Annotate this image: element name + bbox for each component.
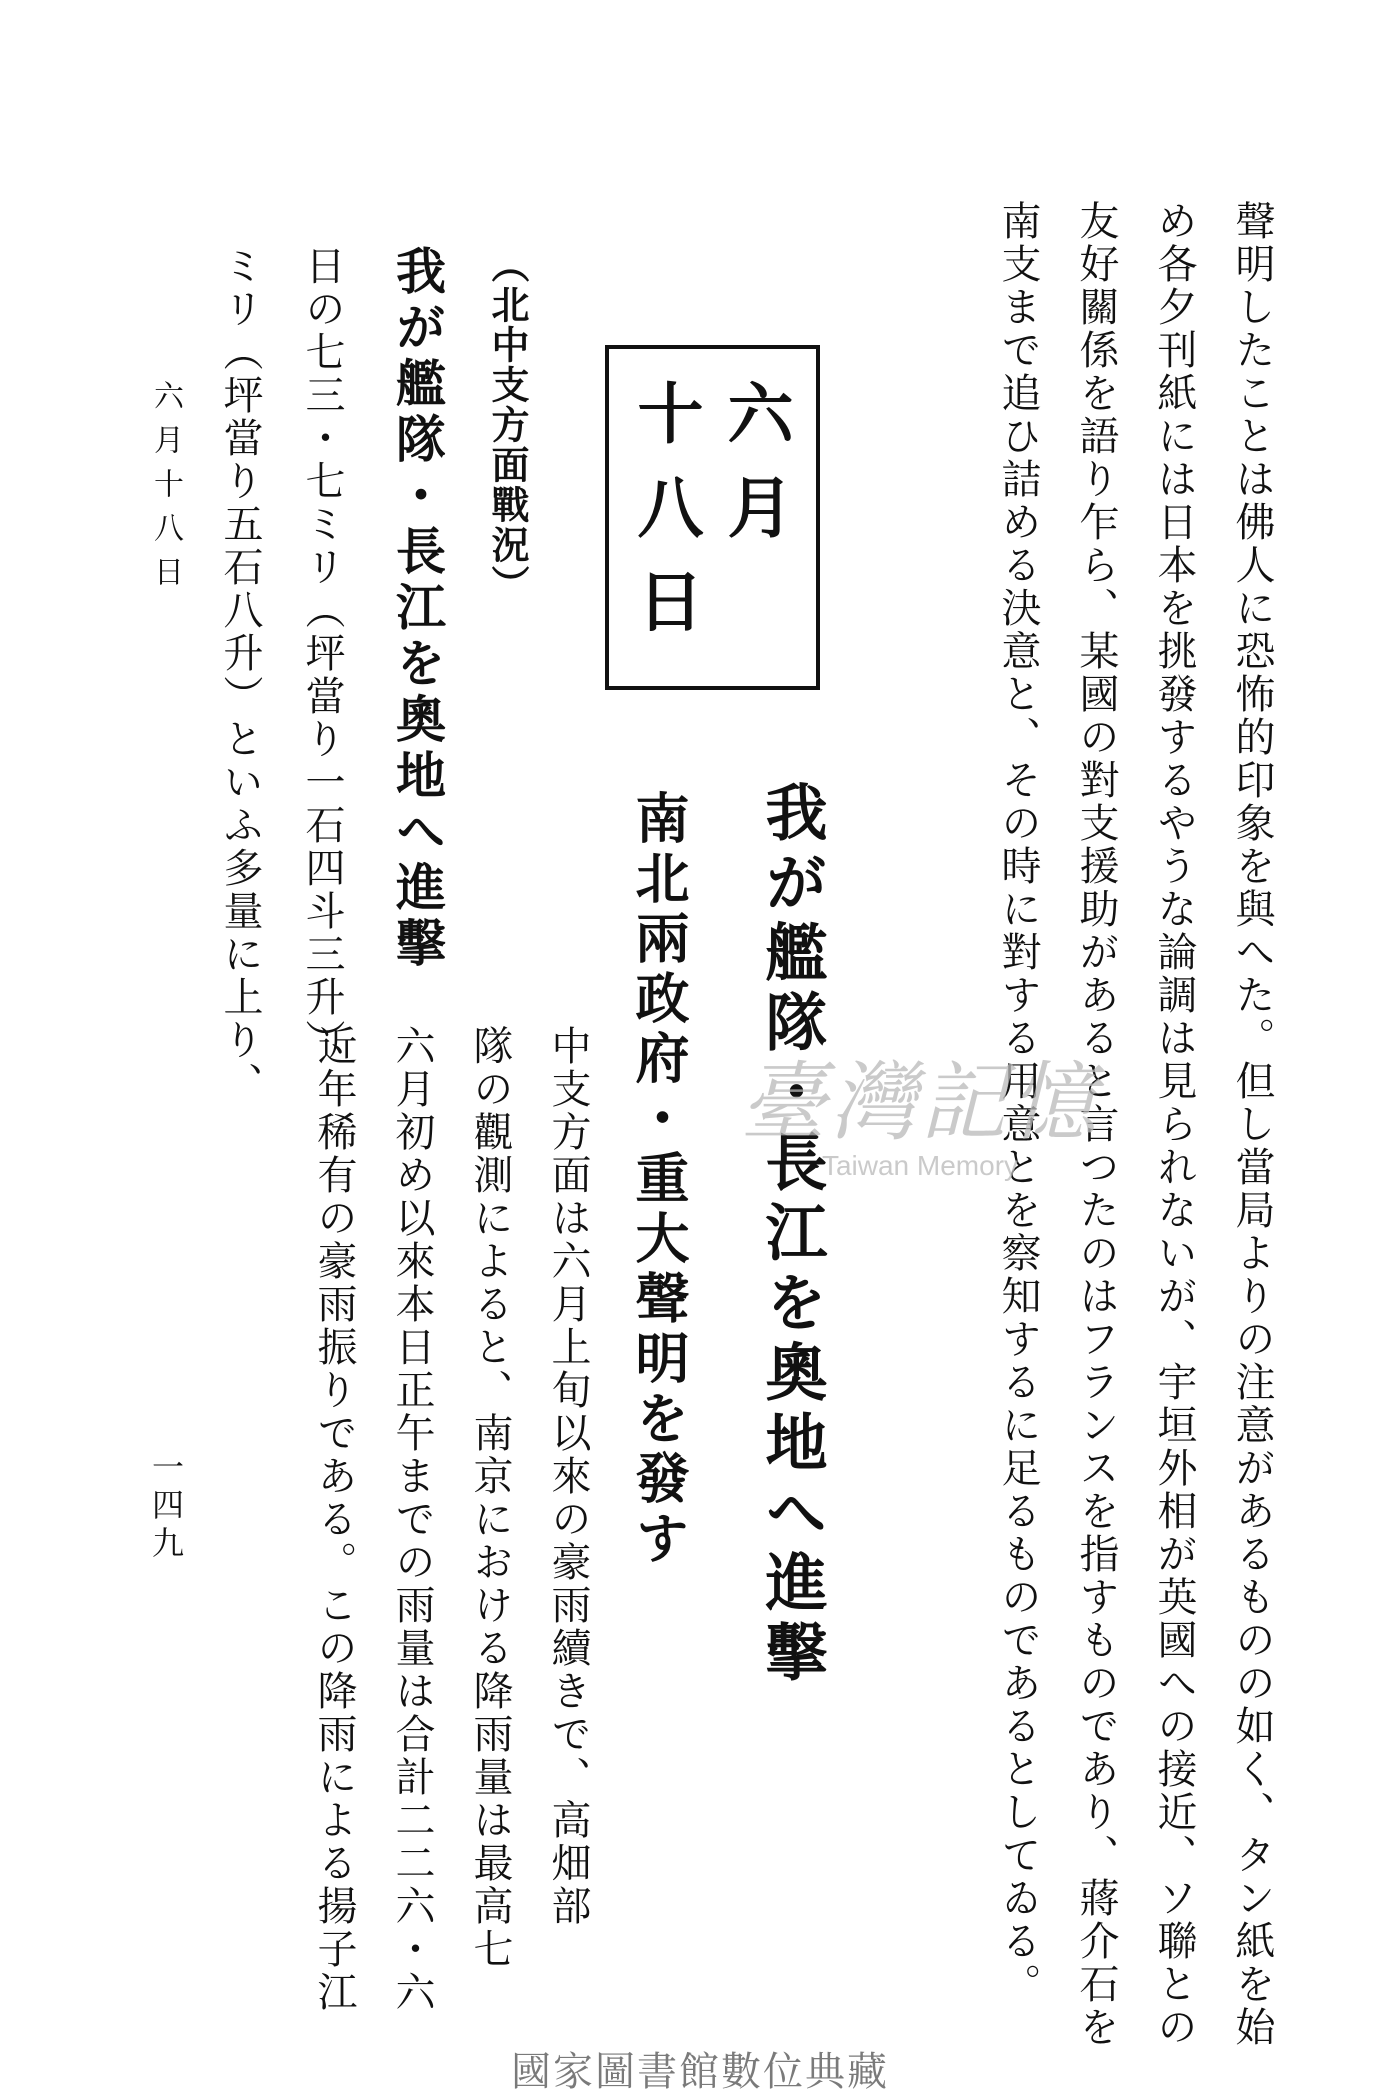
article-bottom-column-4: 近年稀有の豪雨振りである。この降雨による揚子江 (311, 1025, 357, 2014)
article-bottom-column-2: 隊の觀測によると、南京における降雨量は最高七 (467, 1025, 513, 1971)
article-bottom-column-1: 中支方面は六月上旬以來の豪雨續きで、高畑部 (545, 1025, 591, 1928)
headline-sub: 南北兩政府・重大聲明を發す (627, 790, 691, 1570)
library-caption: 國家圖書館數位典藏 (511, 2049, 889, 2095)
section-title: 我が艦隊・長江を奧地へ進擊 (388, 245, 447, 973)
date-box (605, 345, 820, 690)
page-number: 一四九 (147, 1450, 185, 1564)
watermark-sub-text: Taiwan Memory (821, 1150, 1019, 1181)
article-top-column-3: 友好關係を語り乍ら、某國の對支援助があると言つたのはフランスを指すものであり、蔣介石を (1073, 200, 1119, 2049)
article-top-column-2: め各夕刊紙には日本を挑發するやうな論調は見られないが、宇垣外相が英國への接近、ソ聯との (1151, 200, 1197, 2049)
running-date: 六月十八日 (148, 380, 183, 600)
article-bottom-column-3: 六月初め以來本日正午までの雨量は合計二二六・六 (389, 1025, 435, 2014)
article-bottom-continued-1: 日の七三・七ミリ（坪當り一石四斗三升）、 (299, 245, 345, 1085)
article-bottom-continued-2: ミリ（坪當り五石八升）といふ多量に上り、 (217, 245, 263, 1105)
article-top-column-4: 南支まで追ひ詰める決意と、その時に對する用意とを察知するに足るものであるとしてゐる。 (995, 200, 1041, 2006)
taiwan-memory-watermark (710, 1053, 1130, 1200)
watermark-main-text: 臺灣記憶 (740, 1053, 1100, 1153)
date-box-day: 十八日 (626, 379, 704, 661)
date-box-month: 六月 (716, 379, 794, 567)
section-label: （北中支方面戰況） (485, 245, 530, 605)
article-top-column-1: 聲明したことは佛人に恐怖的印象を與へた。但し當局よりの注意があるものの如く、タン紙を始 (1229, 200, 1275, 2049)
headline-main: 我が艦隊・長江を奧地へ進擊 (755, 780, 828, 1690)
